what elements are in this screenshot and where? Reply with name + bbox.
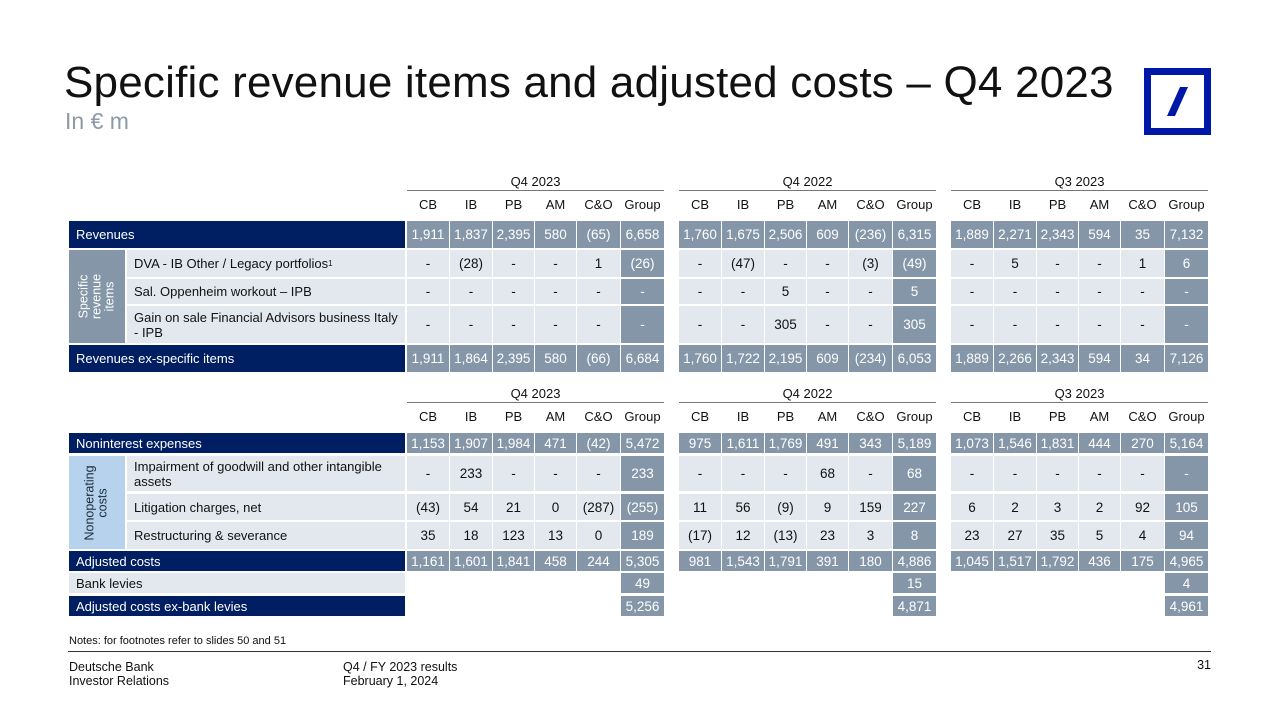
revenue-cell: 5 — [994, 250, 1036, 277]
cost-cell: 18 — [450, 522, 492, 549]
revenue-cell: 1,889 — [951, 221, 993, 248]
cost-cell: (9) — [765, 494, 806, 520]
cost-cell: (255) — [621, 494, 664, 520]
revenue-cell: - — [535, 306, 576, 343]
cost-cell: 1,831 — [1037, 433, 1078, 453]
revenue-period-rule — [679, 190, 936, 191]
revenue-cell: 6,053 — [893, 345, 936, 372]
cost-cell: 1,841 — [493, 551, 534, 571]
revenue-cell: (28) — [450, 250, 492, 277]
revenue-column-header: PB — [776, 196, 795, 212]
revenue-cell: - — [1079, 306, 1120, 343]
revenue-cell: 1,760 — [679, 221, 721, 248]
cost-period-rule — [679, 402, 936, 403]
revenue-cell: 2,395 — [493, 345, 534, 372]
revenue-cell: 6,684 — [621, 345, 664, 372]
cost-cell: 5,189 — [893, 433, 936, 453]
nonoperating-costs-side-label-text: Nonoperating costs — [83, 464, 110, 541]
revenue-cell: 609 — [807, 221, 848, 248]
revenue-column-header: C&O — [856, 196, 885, 212]
cost-cell: 975 — [679, 433, 721, 453]
revenue-column-header: AM — [1089, 196, 1110, 212]
cost-cell: 1,517 — [994, 551, 1036, 571]
cost-cell: (42) — [577, 433, 620, 453]
revenue-column-header: AM — [817, 196, 838, 212]
footer-company-block — [69, 660, 169, 688]
revenue-cell: - — [493, 306, 534, 343]
cost-cell: 1,045 — [951, 551, 993, 571]
cost-cell: 4,886 — [893, 551, 936, 571]
cost-cell: 4,965 — [1165, 551, 1208, 571]
cost-cell: 6 — [951, 494, 993, 520]
cost-row-label: Noninterest expenses — [69, 433, 405, 453]
revenue-cell: - — [1121, 306, 1164, 343]
cost-group-cell: 5,256 — [621, 596, 664, 616]
revenue-cell: 5 — [893, 279, 936, 304]
revenue-cell: - — [621, 279, 664, 304]
revenue-column-header: C&O — [584, 196, 613, 212]
cost-cell: 1,546 — [994, 433, 1036, 453]
revenue-cell: 1,864 — [450, 345, 492, 372]
cost-cell: 175 — [1121, 551, 1164, 571]
revenue-column-header: PB — [1048, 196, 1067, 212]
cost-cell: 444 — [1079, 433, 1120, 453]
revenue-cell: (47) — [722, 250, 764, 277]
cost-cell: - — [849, 456, 892, 491]
cost-cell: 5,305 — [621, 551, 664, 571]
cost-cell: 1,769 — [765, 433, 806, 453]
specific-revenue-items-side-label — [69, 250, 125, 343]
cost-cell: 54 — [450, 494, 492, 520]
cost-cell: 105 — [1165, 494, 1208, 520]
revenue-cell: - — [1165, 279, 1208, 304]
cost-cell: 9 — [807, 494, 848, 520]
cost-cell: - — [722, 456, 764, 491]
revenue-cell: - — [679, 250, 721, 277]
revenue-cell: - — [951, 250, 993, 277]
revenue-cell: 1,889 — [951, 345, 993, 372]
revenue-cell: - — [994, 306, 1036, 343]
cost-cell: 23 — [807, 522, 848, 549]
cost-cell: 436 — [1079, 551, 1120, 571]
cost-cell: 458 — [535, 551, 576, 571]
revenue-row-label-text: Sal. Oppenheim workout – IPB — [134, 284, 312, 299]
revenue-cell: 1,911 — [407, 221, 449, 248]
revenue-cell: 594 — [1079, 345, 1120, 372]
revenue-row-label-text: DVA - IB Other / Legacy portfolios — [134, 256, 329, 271]
cost-cell: 11 — [679, 494, 721, 520]
cost-column-header: CB — [962, 408, 982, 424]
cost-cell: 233 — [450, 456, 492, 491]
cost-cell: 343 — [849, 433, 892, 453]
revenue-cell: 2,195 — [765, 345, 806, 372]
cost-column-header: PB — [504, 408, 523, 424]
cost-cell: 5,164 — [1165, 433, 1208, 453]
revenue-row-label: Revenues ex-specific items — [69, 345, 405, 372]
revenue-column-header: IB — [1008, 196, 1022, 212]
revenue-row-label: Revenues — [69, 221, 405, 248]
cost-row-label: Impairment of goodwill and other intangible assets — [127, 456, 405, 491]
revenue-cell: 7,126 — [1165, 345, 1208, 372]
cost-row-label: Litigation charges, net — [127, 494, 405, 520]
cost-group-cell: 49 — [621, 573, 664, 593]
cost-period-rule — [951, 402, 1208, 403]
revenue-cell: - — [535, 279, 576, 304]
revenue-cell: (3) — [849, 250, 892, 277]
cost-cell: 1,073 — [951, 433, 993, 453]
cost-cell: 244 — [577, 551, 620, 571]
cost-cell: - — [951, 456, 993, 491]
revenue-cell: 1,675 — [722, 221, 764, 248]
revenue-cell: 594 — [1079, 221, 1120, 248]
revenue-cell: - — [1037, 306, 1078, 343]
revenue-cell: 34 — [1121, 345, 1164, 372]
revenue-cell: 1,760 — [679, 345, 721, 372]
revenue-period-header: Q4 2022 — [782, 173, 833, 189]
cost-cell: - — [994, 456, 1036, 491]
cost-cell: 1,153 — [407, 433, 449, 453]
revenue-cell: 2,343 — [1037, 221, 1078, 248]
cost-cell: 1,543 — [722, 551, 764, 571]
cost-cell: 8 — [893, 522, 936, 549]
revenue-cell: - — [722, 306, 764, 343]
cost-cell: - — [407, 456, 449, 491]
revenue-cell: - — [1037, 250, 1078, 277]
cost-cell: - — [1079, 456, 1120, 491]
cost-column-header: C&O — [856, 408, 885, 424]
cost-column-header: C&O — [1128, 408, 1157, 424]
page-subtitle: In € m — [65, 108, 129, 134]
cost-cell: 21 — [493, 494, 534, 520]
cost-column-header: CB — [690, 408, 710, 424]
revenue-cell: - — [849, 279, 892, 304]
cost-cell: 180 — [849, 551, 892, 571]
cost-cell: 12 — [722, 522, 764, 549]
cost-cell: 0 — [577, 522, 620, 549]
revenue-cell: 1,837 — [450, 221, 492, 248]
cost-row-label: Bank levies — [69, 573, 405, 593]
cost-cell: 227 — [893, 494, 936, 520]
cost-cell: 1,792 — [1037, 551, 1078, 571]
cost-period-rule — [407, 402, 664, 403]
cost-column-header: IB — [736, 408, 750, 424]
revenue-row-label-text: Gain on sale Financial Advisors business Italy - IPB — [134, 309, 398, 340]
cost-column-header: Group — [624, 408, 661, 424]
cost-column-header: AM — [1089, 408, 1110, 424]
cost-cell: 4 — [1121, 522, 1164, 549]
cost-cell: 123 — [493, 522, 534, 549]
revenue-cell: - — [407, 279, 449, 304]
cost-cell: (13) — [765, 522, 806, 549]
revenue-cell: 7,132 — [1165, 221, 1208, 248]
revenue-cell: (236) — [849, 221, 892, 248]
cost-cell: 159 — [849, 494, 892, 520]
cost-cell: 1,611 — [722, 433, 764, 453]
cost-column-header: IB — [464, 408, 478, 424]
cost-cell: 981 — [679, 551, 721, 571]
revenue-period-header: Q4 2023 — [510, 173, 561, 189]
cost-cell: - — [1165, 456, 1208, 491]
cost-cell: 491 — [807, 433, 848, 453]
cost-cell: 27 — [994, 522, 1036, 549]
cost-cell: - — [493, 456, 534, 491]
revenue-cell: (65) — [577, 221, 620, 248]
cost-cell: 1,161 — [407, 551, 449, 571]
revenue-column-header: PB — [504, 196, 523, 212]
footer-company: Deutsche Bank — [69, 660, 154, 674]
revenue-cell: 1,722 — [722, 345, 764, 372]
cost-column-header: C&O — [584, 408, 613, 424]
revenue-column-header: AM — [545, 196, 566, 212]
revenue-cell: - — [1121, 279, 1164, 304]
page-number: 31 — [1197, 658, 1211, 672]
revenue-cell: - — [807, 279, 848, 304]
revenue-row-label — [127, 306, 405, 343]
revenue-cell: 305 — [765, 306, 806, 343]
cost-cell: 0 — [535, 494, 576, 520]
revenue-column-header: Group — [624, 196, 661, 212]
revenue-column-header: CB — [690, 196, 710, 212]
revenue-column-header: CB — [418, 196, 438, 212]
cost-cell: 3 — [849, 522, 892, 549]
revenue-cell: - — [679, 279, 721, 304]
footnote-marker: 1 — [328, 259, 333, 268]
cost-column-header: PB — [776, 408, 795, 424]
cost-cell: 391 — [807, 551, 848, 571]
revenue-cell: - — [1037, 279, 1078, 304]
cost-cell: 92 — [1121, 494, 1164, 520]
revenue-row-label — [127, 250, 405, 277]
cost-cell: (287) — [577, 494, 620, 520]
revenue-column-header: Group — [896, 196, 933, 212]
footer-divider — [68, 651, 1211, 652]
cost-period-header: Q4 2022 — [782, 385, 833, 401]
revenue-cell: 1 — [577, 250, 620, 277]
notes: Notes: for footnotes refer to slides 50 and 51 — [69, 635, 287, 647]
revenue-cell: - — [577, 306, 620, 343]
specific-revenue-items-side-label-text: Specific revenue items — [76, 273, 117, 320]
cost-cell: 3 — [1037, 494, 1078, 520]
deutsche-bank-logo — [1144, 68, 1211, 135]
cost-group-cell: 15 — [893, 573, 936, 593]
cost-cell: 5 — [1079, 522, 1120, 549]
cost-cell: (17) — [679, 522, 721, 549]
cost-cell: - — [765, 456, 806, 491]
cost-cell: 189 — [621, 522, 664, 549]
revenue-cell: - — [1165, 306, 1208, 343]
revenue-cell: - — [1079, 250, 1120, 277]
revenue-period-rule — [407, 190, 664, 191]
nonoperating-costs-side-label — [69, 456, 125, 549]
revenue-cell: (234) — [849, 345, 892, 372]
cost-cell: - — [577, 456, 620, 491]
cost-cell: - — [679, 456, 721, 491]
cost-cell: 2 — [1079, 494, 1120, 520]
revenue-cell: (66) — [577, 345, 620, 372]
revenue-column-header: CB — [962, 196, 982, 212]
footer-report-block — [343, 660, 457, 688]
revenue-cell: 580 — [535, 345, 576, 372]
revenue-cell: (49) — [893, 250, 936, 277]
revenue-cell: 1,911 — [407, 345, 449, 372]
cost-cell: 5,472 — [621, 433, 664, 453]
revenue-cell: 6 — [1165, 250, 1208, 277]
revenue-cell: - — [951, 306, 993, 343]
cost-cell: 471 — [535, 433, 576, 453]
revenue-cell: - — [807, 306, 848, 343]
cost-column-header: CB — [418, 408, 438, 424]
cost-cell: 35 — [407, 522, 449, 549]
revenue-cell: 609 — [807, 345, 848, 372]
footer-department: Investor Relations — [69, 674, 170, 688]
cost-column-header: Group — [896, 408, 933, 424]
revenue-cell: - — [407, 306, 449, 343]
cost-cell: 56 — [722, 494, 764, 520]
revenue-cell: - — [621, 306, 664, 343]
cost-cell: 2 — [994, 494, 1036, 520]
revenue-cell: - — [722, 279, 764, 304]
cost-cell: - — [535, 456, 576, 491]
cost-cell: 68 — [893, 456, 936, 491]
cost-cell: 1,984 — [493, 433, 534, 453]
revenue-row-label — [127, 279, 405, 304]
revenue-cell: 305 — [893, 306, 936, 343]
revenue-cell: 6,658 — [621, 221, 664, 248]
footer-report: Q4 / FY 2023 results — [343, 660, 458, 674]
cost-cell: 35 — [1037, 522, 1078, 549]
cost-cell: 68 — [807, 456, 848, 491]
revenue-column-header: IB — [464, 196, 478, 212]
revenue-period-header: Q3 2023 — [1054, 173, 1105, 189]
revenue-column-header: C&O — [1128, 196, 1157, 212]
cost-row-label: Adjusted costs ex-bank levies — [69, 596, 405, 616]
revenue-cell: 1 — [1121, 250, 1164, 277]
cost-group-cell: 4 — [1165, 573, 1208, 593]
footer-date: February 1, 2024 — [343, 674, 439, 688]
cost-column-header: PB — [1048, 408, 1067, 424]
cost-column-header: Group — [1168, 408, 1205, 424]
cost-column-header: IB — [1008, 408, 1022, 424]
revenue-cell: 6,315 — [893, 221, 936, 248]
cost-cell: (43) — [407, 494, 449, 520]
revenue-cell: 2,395 — [493, 221, 534, 248]
revenue-cell: 580 — [535, 221, 576, 248]
revenue-cell: - — [407, 250, 449, 277]
cost-row-label: Adjusted costs — [69, 551, 405, 571]
cost-cell: 1,601 — [450, 551, 492, 571]
cost-period-header: Q3 2023 — [1054, 385, 1105, 401]
cost-cell: 1,791 — [765, 551, 806, 571]
revenue-cell: 2,506 — [765, 221, 806, 248]
cost-cell: - — [1037, 456, 1078, 491]
revenue-cell: - — [679, 306, 721, 343]
cost-column-header: AM — [545, 408, 566, 424]
revenue-column-header: Group — [1168, 196, 1205, 212]
revenue-cell: - — [535, 250, 576, 277]
revenue-cell: - — [1079, 279, 1120, 304]
cost-period-header: Q4 2023 — [510, 385, 561, 401]
cost-cell: 270 — [1121, 433, 1164, 453]
cost-cell: 13 — [535, 522, 576, 549]
cost-cell: - — [1121, 456, 1164, 491]
cost-column-header: AM — [817, 408, 838, 424]
revenue-cell: - — [450, 306, 492, 343]
cost-group-cell: 4,871 — [893, 596, 936, 616]
cost-cell: 233 — [621, 456, 664, 491]
revenue-cell: - — [849, 306, 892, 343]
page-title: Specific revenue items and adjusted costs – Q4 2023 — [64, 58, 1114, 107]
cost-cell: 1,907 — [450, 433, 492, 453]
revenue-cell: - — [450, 279, 492, 304]
revenue-cell: 2,266 — [994, 345, 1036, 372]
revenue-cell: - — [765, 250, 806, 277]
revenue-cell: - — [577, 279, 620, 304]
revenue-cell: 2,271 — [994, 221, 1036, 248]
cost-group-cell: 4,961 — [1165, 596, 1208, 616]
revenue-cell: (26) — [621, 250, 664, 277]
revenue-cell: - — [807, 250, 848, 277]
revenue-column-header: IB — [736, 196, 750, 212]
revenue-cell: 2,343 — [1037, 345, 1078, 372]
revenue-cell: - — [493, 279, 534, 304]
revenue-cell: - — [493, 250, 534, 277]
cost-row-label: Restructuring & severance — [127, 522, 405, 549]
cost-cell: 94 — [1165, 522, 1208, 549]
revenue-cell: 5 — [765, 279, 806, 304]
cost-cell: 23 — [951, 522, 993, 549]
revenue-cell: - — [994, 279, 1036, 304]
revenue-period-rule — [951, 190, 1208, 191]
revenue-cell: 35 — [1121, 221, 1164, 248]
revenue-cell: - — [951, 279, 993, 304]
